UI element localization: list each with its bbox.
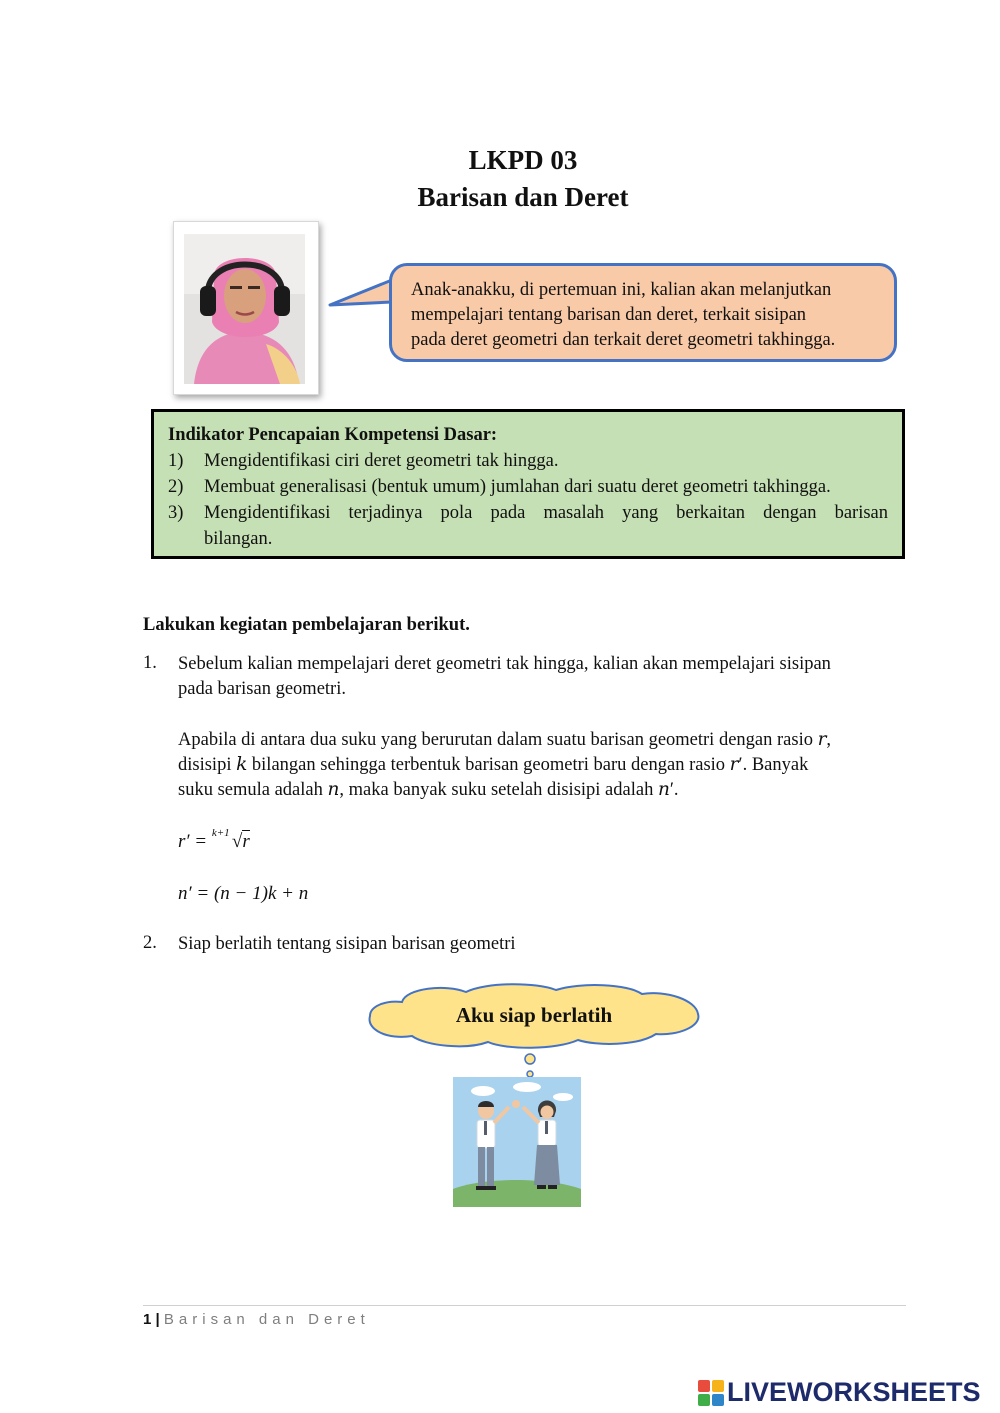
page-number: 1 <box>143 1311 152 1328</box>
liveworksheets-brand[interactable] <box>698 1377 981 1408</box>
speech-line: pada deret geometri dan terkait deret geometri takhingga. <box>411 330 836 350</box>
speech-line: mempelajari tentang barisan dan deret, terkait sisipan <box>411 305 807 325</box>
indicator-number: 3) <box>168 503 184 523</box>
speech-bubble-tail <box>326 268 396 318</box>
indicator-number: 2) <box>168 477 184 497</box>
teacher-photo-frame <box>173 221 319 395</box>
speech-line: Anak-anakku, di pertemuan ini, kalian akan melanjutkan <box>411 280 832 300</box>
page-footer <box>143 1311 370 1328</box>
item2-text: Siap berlatih tentang sisipan barisan geometri <box>178 934 516 954</box>
item1-line: Sebelum kalian mempelajari deret geometri tak hingga, kalian akan mempelajari sisipan <box>178 654 831 674</box>
activity-heading: Lakukan kegiatan pembelajaran berikut. <box>143 615 470 635</box>
formula-ratio <box>178 827 250 853</box>
footer-label: Barisan dan Deret <box>163 1311 370 1328</box>
page-subtitle: Barisan dan Deret <box>417 182 629 212</box>
item1-line: pada barisan geometri. <box>178 679 346 699</box>
indicator-text: Mengidentifikasi ciri deret geometri tak hingga. <box>204 451 559 471</box>
indicator-item <box>168 448 888 474</box>
thought-cloud <box>366 982 702 1052</box>
liveworksheets-logo-icon <box>698 1380 724 1406</box>
indicator-item <box>168 500 888 526</box>
radicand: r <box>242 831 250 852</box>
cloud-text: Aku siap berlatih <box>455 1003 613 1027</box>
indicator-item <box>168 474 888 500</box>
item-number: 1. <box>143 653 157 673</box>
indicator-text: bilangan. <box>204 529 273 549</box>
paragraph-line: suku semula adalah 𝑛, maka banyak suku setelah disisipi adalah 𝑛′. <box>178 780 679 800</box>
teacher-photo <box>184 234 305 384</box>
footer-separator: | <box>155 1311 160 1328</box>
formula-root <box>211 827 250 853</box>
formula-lhs: r′ = <box>178 831 208 852</box>
item-number: 2. <box>143 933 157 953</box>
formula-terms: n′ = (n − 1)k + n <box>178 883 309 904</box>
speech-bubble <box>389 263 897 362</box>
students-illustration <box>453 1077 581 1207</box>
indicator-number: 1) <box>168 451 184 471</box>
page-title: LKPD 03 <box>468 145 578 175</box>
radical-sign: √ <box>231 831 243 852</box>
paragraph-line: disisipi 𝑘 bilangan sehingga terbentuk barisan geometri baru dengan rasio 𝑟′. Banyak <box>178 755 809 775</box>
root-index: k+1 <box>211 827 230 839</box>
indicator-box <box>151 409 905 559</box>
indicator-text: Mengidentifikasi terjadinya pola pada masalah yang berkaitan dengan barisan <box>204 503 888 523</box>
footer-divider <box>143 1305 906 1306</box>
item1-paragraph <box>178 728 898 803</box>
paragraph-line: Apabila di antara dua suku yang berurutan dalam suatu barisan geometri dengan rasio 𝑟, <box>178 730 832 750</box>
indicator-item-continued <box>168 526 888 552</box>
brand-name: LIVEWORKSHEETS <box>727 1377 981 1407</box>
item1-intro <box>178 652 898 702</box>
indicator-text: Membuat generalisasi (bentuk umum) jumlahan dari suatu deret geometri takhingga. <box>204 477 831 497</box>
indicator-heading: Indikator Pencapaian Kompetensi Dasar: <box>168 425 498 445</box>
